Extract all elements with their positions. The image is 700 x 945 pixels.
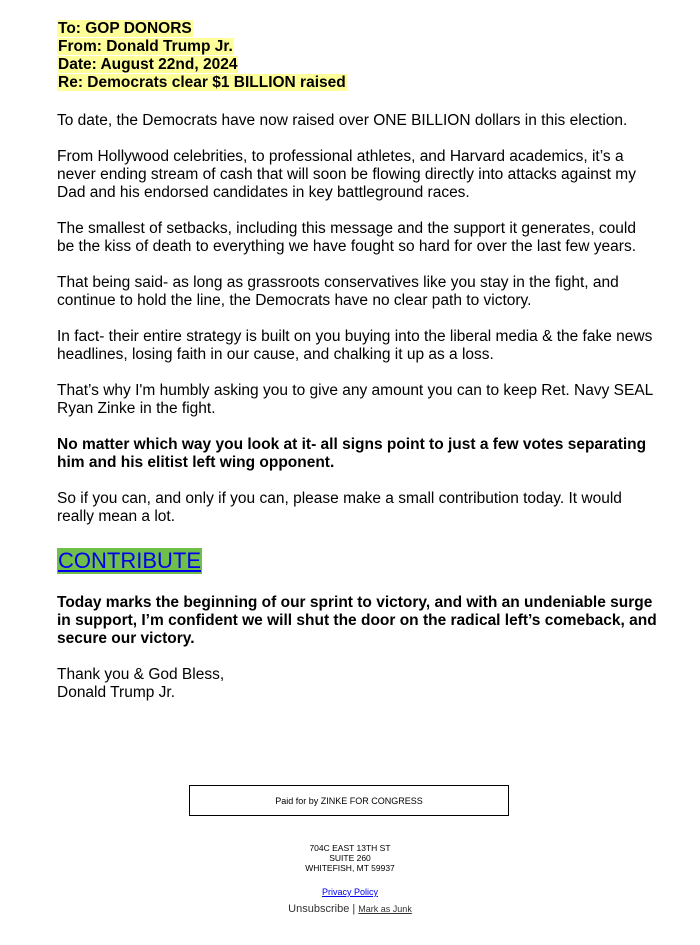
email-body xyxy=(57,20,657,702)
paragraph-1: To date, the Democrats have now raised over ONE BILLION dollars in this election. xyxy=(57,112,628,129)
privacy-policy-link[interactable]: Privacy Policy xyxy=(321,887,378,897)
privacy-row xyxy=(0,887,700,897)
signature-name: Donald Trump Jr. xyxy=(57,684,176,701)
contribute-button[interactable]: CONTRIBUTE xyxy=(58,548,201,573)
header-to: To: GOP DONORS xyxy=(58,20,192,37)
paragraph-6: That’s why I'm humbly asking you to give any amount you can to keep Ret. Navy SEAL Ryan Zinke in the fight. xyxy=(57,382,653,417)
paragraph-3: The smallest of setbacks, including this message and the support it generates, could be the kiss of death to everything we have fought so hard for over the last few years. xyxy=(57,220,636,255)
separator: | xyxy=(352,903,356,915)
mailing-address xyxy=(0,843,700,873)
address-line-2: SUITE 260 xyxy=(329,853,371,863)
header-subject: Re: Democrats clear $1 BILLION raised xyxy=(58,74,346,91)
paragraph-4: That being said- as long as grassroots conservatives like you stay in the fight, and continue to hold the line, the Democrats have no clear path to victory. xyxy=(57,274,619,309)
mark-as-junk-link[interactable]: Mark as Junk xyxy=(358,904,412,914)
email-header xyxy=(57,20,657,92)
header-from: From: Donald Trump Jr. xyxy=(58,38,233,55)
address-line-3: WHITEFISH, MT 59937 xyxy=(305,863,395,873)
paragraph-2: From Hollywood celebrities, to professional athletes, and Harvard academics, it’s a never ending stream of cash that will soon be flowing directly into attacks against my Dad and his endorsed candidates in key battleground races. xyxy=(57,148,636,201)
unsubscribe-row xyxy=(0,903,700,915)
cta-wrapper xyxy=(57,548,657,576)
address-line-1: 704C EAST 13TH ST xyxy=(309,843,391,853)
paragraph-8: So if you can, and only if you can, please make a small contribution today. It would really mean a lot. xyxy=(57,490,622,525)
paragraph-7-bold: No matter which way you look at it- all signs point to just a few votes separating him and his elitist left wing opponent. xyxy=(57,436,647,471)
paid-for-disclaimer: Paid for by ZINKE FOR CONGRESS xyxy=(189,785,509,816)
header-date: Date: August 22nd, 2024 xyxy=(58,56,238,73)
closing-line: Thank you & God Bless, xyxy=(57,666,225,683)
signature-block xyxy=(57,666,657,702)
paragraph-9-bold: Today marks the beginning of our sprint to victory, and with an undeniable surge in support, I’m confident we will shut the door on the radical left’s comeback, and secure our victory. xyxy=(57,594,657,647)
unsubscribe-link[interactable]: Unsubscribe xyxy=(288,903,350,915)
paragraph-5: In fact- their entire strategy is built on you buying into the liberal media & the fake news headlines, losing faith in our cause, and chalking it up as a loss. xyxy=(57,328,653,363)
